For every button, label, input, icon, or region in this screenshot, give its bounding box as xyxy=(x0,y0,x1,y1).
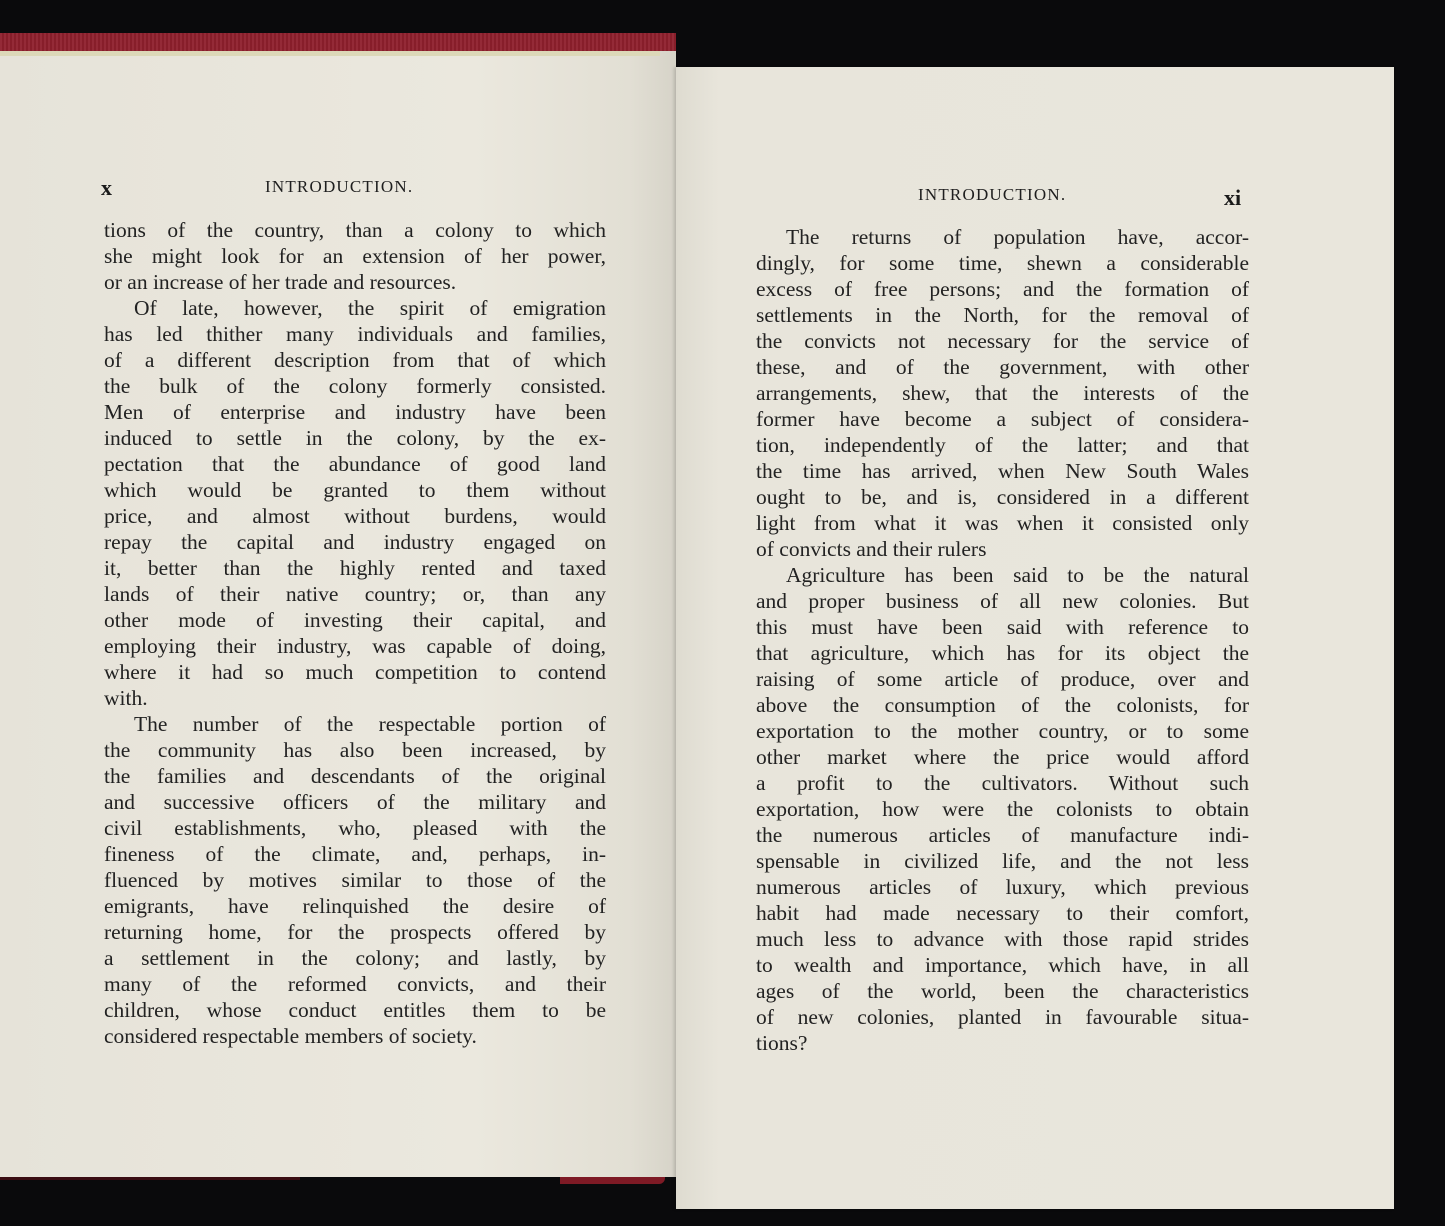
flyleaf-edge xyxy=(0,51,660,56)
text-line: The returns of population have, accor- xyxy=(786,225,1249,249)
text-line: habit had made necessary to their comfort, xyxy=(756,901,1249,925)
text-line: this must have been said with reference to xyxy=(756,615,1249,639)
text-line: ought to be, and is, considered in a different xyxy=(756,485,1249,509)
text-line: employing their industry, was capable of doing, xyxy=(104,634,606,658)
text-line: pectation that the abundance of good land xyxy=(104,452,606,476)
text-line: Of late, however, the spirit of emigration xyxy=(134,296,606,320)
book-cover-top-edge xyxy=(0,33,676,51)
text-line: the families and descendants of the original xyxy=(104,764,606,788)
text-line: that agriculture, which has for its object the xyxy=(756,641,1249,665)
text-line: of a different description from that of which xyxy=(104,348,606,372)
text-line: and proper business of all new colonies. But xyxy=(756,589,1249,613)
text-line: lands of their native country; or, than any xyxy=(104,582,606,606)
body-text xyxy=(756,224,1249,1056)
text-line: where it had so much competition to contend xyxy=(104,660,606,684)
text-line: the numerous articles of manufacture indi- xyxy=(756,823,1249,847)
text-line: induced to settle in the colony, by the ex- xyxy=(104,426,606,450)
text-line: above the consumption of the colonists, for xyxy=(756,693,1249,717)
text-line: many of the reformed convicts, and their xyxy=(104,972,606,996)
text-line: exportation, how were the colonists to obtain xyxy=(756,797,1249,821)
running-head: INTRODUCTION. xyxy=(265,177,414,196)
text-line: The number of the respectable portion of xyxy=(134,712,606,736)
text-line: considered respectable members of society. xyxy=(104,1024,477,1048)
text-line: the convicts not necessary for the service of xyxy=(756,329,1249,353)
running-head: INTRODUCTION. xyxy=(918,185,1067,204)
text-line: Agriculture has been said to be the natural xyxy=(786,563,1249,587)
text-line: dingly, for some time, shewn a considerable xyxy=(756,251,1249,275)
text-line: and successive officers of the military and xyxy=(104,790,606,814)
text-line: the community has also been increased, by xyxy=(104,738,606,762)
body-text xyxy=(104,217,606,1049)
text-line: raising of some article of produce, over and xyxy=(756,667,1249,691)
text-line: civil establishments, who, pleased with the xyxy=(104,816,606,840)
text-line: these, and of the government, with other xyxy=(756,355,1249,379)
text-line: to wealth and importance, which have, in all xyxy=(756,953,1249,977)
text-line: the time has arrived, when New South Wales xyxy=(756,459,1249,483)
text-line: settlements in the North, for the removal of xyxy=(756,303,1249,327)
text-line: with. xyxy=(104,686,148,710)
right-page xyxy=(676,67,1394,1209)
text-line: price, and almost without burdens, would xyxy=(104,504,606,528)
page-number: x xyxy=(101,175,112,200)
text-line: other market where the price would afford xyxy=(756,745,1249,769)
left-page xyxy=(0,51,676,1177)
text-line: spensable in civilized life, and the not less xyxy=(756,849,1249,873)
text-line: repay the capital and industry engaged on xyxy=(104,530,606,554)
text-line: other mode of investing their capital, and xyxy=(104,608,606,632)
text-line: has led thither many individuals and families, xyxy=(104,322,606,346)
text-line: exportation to the mother country, or to some xyxy=(756,719,1249,743)
text-line: of convicts and their rulers xyxy=(756,537,987,561)
text-line: tions of the country, than a colony to which xyxy=(104,218,606,242)
text-line: ages of the world, been the characteristics xyxy=(756,979,1249,1003)
text-line: numerous articles of luxury, which previous xyxy=(756,875,1249,899)
text-line: a settlement in the colony; and lastly, by xyxy=(104,946,606,970)
text-line: emigrants, have relinquished the desire of xyxy=(104,894,606,918)
text-line: Men of enterprise and industry have been xyxy=(104,400,606,424)
text-line: children, whose conduct entitles them to be xyxy=(104,998,606,1022)
text-line: tions? xyxy=(756,1031,808,1055)
text-line: light from what it was when it consisted only xyxy=(756,511,1249,535)
text-line: tion, independently of the latter; and that xyxy=(756,433,1249,457)
text-line: fluenced by motives similar to those of the xyxy=(104,868,606,892)
text-line: a profit to the cultivators. Without such xyxy=(756,771,1249,795)
text-line: former have become a subject of considera- xyxy=(756,407,1249,431)
text-line: it, better than the highly rented and taxed xyxy=(104,556,606,580)
text-line: she might look for an extension of her power, xyxy=(104,244,606,268)
text-line: excess of free persons; and the formation of xyxy=(756,277,1249,301)
page-number: xi xyxy=(1224,185,1242,210)
text-line: the bulk of the colony formerly consisted. xyxy=(104,374,606,398)
text-line: or an increase of her trade and resources. xyxy=(104,270,457,294)
text-line: returning home, for the prospects offered by xyxy=(104,920,606,944)
text-line: which would be granted to them without xyxy=(104,478,606,502)
text-line: fineness of the climate, and, perhaps, in- xyxy=(104,842,606,866)
text-line: of new colonies, planted in favourable situa- xyxy=(756,1005,1249,1029)
text-line: arrangements, shew, that the interests of the xyxy=(756,381,1249,405)
text-line: much less to advance with those rapid strides xyxy=(756,927,1249,951)
